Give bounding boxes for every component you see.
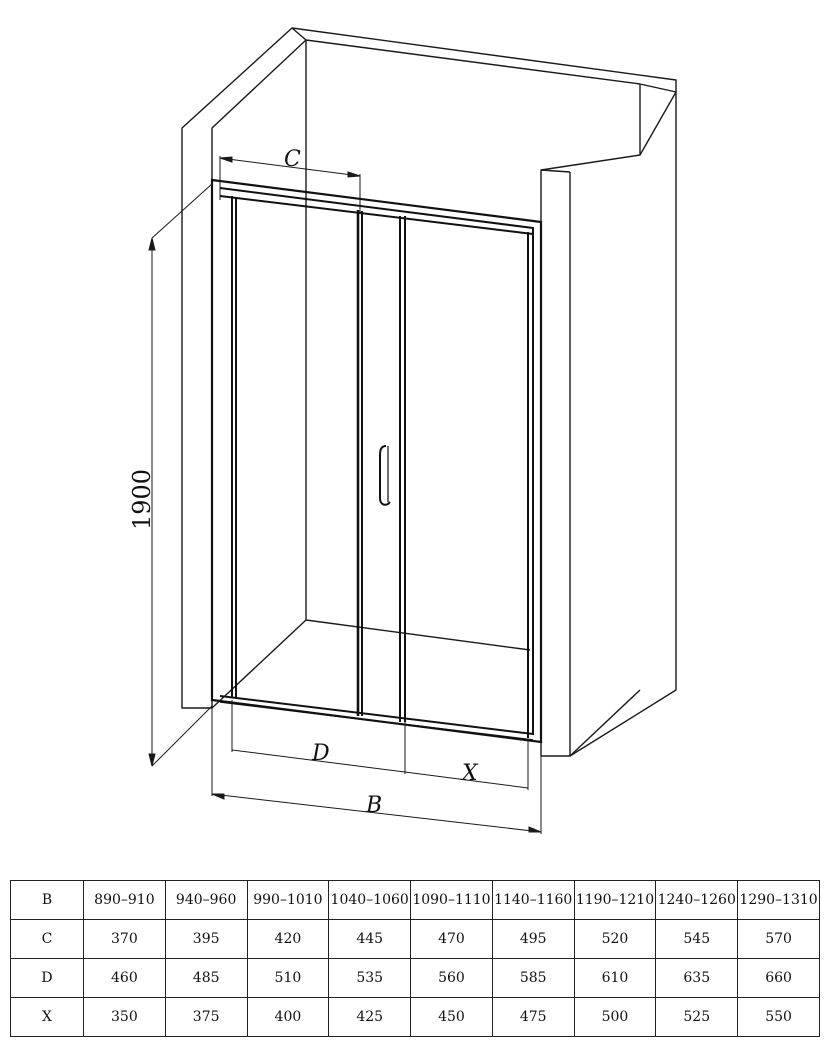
table-cell: 510 — [247, 959, 329, 998]
left-wall — [182, 28, 306, 708]
table-cell: 535 — [329, 959, 411, 998]
table-row — [11, 959, 820, 998]
label-b: B — [366, 793, 383, 818]
door-frame — [212, 180, 541, 742]
table-cell: 940–960 — [165, 881, 247, 920]
row-label: B — [11, 881, 84, 920]
table-row — [11, 998, 820, 1037]
table-cell: 525 — [656, 998, 738, 1037]
table-cell: 420 — [247, 920, 329, 959]
table-cell: 635 — [656, 959, 738, 998]
table-cell: 1090–1110 — [411, 881, 493, 920]
table-cell: 475 — [492, 998, 574, 1037]
table-cell: 1190–1210 — [574, 881, 656, 920]
back-wall-inner-top — [306, 40, 640, 84]
table-row — [11, 920, 820, 959]
table-cell: 660 — [738, 959, 820, 998]
table-cell: 450 — [411, 998, 493, 1037]
row-label: D — [11, 959, 84, 998]
row-label: X — [11, 998, 84, 1037]
table-cell: 370 — [84, 920, 166, 959]
label-height: 1900 — [128, 468, 156, 530]
table-cell: 460 — [84, 959, 166, 998]
table-cell: 485 — [165, 959, 247, 998]
table-cell: 1040–1060 — [329, 881, 411, 920]
table-cell: 890–910 — [84, 881, 166, 920]
table-cell: 990–1010 — [247, 881, 329, 920]
table-cell: 550 — [738, 998, 820, 1037]
label-c: C — [284, 147, 301, 172]
floor-line — [306, 620, 530, 650]
table-cell: 585 — [492, 959, 574, 998]
label-d: D — [312, 741, 330, 766]
right-wall — [541, 92, 676, 756]
table-cell: 610 — [574, 959, 656, 998]
table-cell: 520 — [574, 920, 656, 959]
table-cell: 570 — [738, 920, 820, 959]
table-cell: 545 — [656, 920, 738, 959]
table-cell: 470 — [411, 920, 493, 959]
table-cell: 495 — [492, 920, 574, 959]
table-cell: 1240–1260 — [656, 881, 738, 920]
back-wall-top — [292, 28, 676, 92]
table-cell: 560 — [411, 959, 493, 998]
table-cell: 395 — [165, 920, 247, 959]
size-table — [10, 880, 820, 1037]
table-cell: 500 — [574, 998, 656, 1037]
table-cell: 350 — [84, 998, 166, 1037]
row-label: C — [11, 920, 84, 959]
table-cell: 400 — [247, 998, 329, 1037]
table-cell: 1290–1310 — [738, 881, 820, 920]
table-row — [11, 881, 820, 920]
table-cell: 445 — [329, 920, 411, 959]
table-cell: 425 — [329, 998, 411, 1037]
label-x: X — [462, 761, 478, 786]
table-cell: 375 — [165, 998, 247, 1037]
table-cell: 1140–1160 — [492, 881, 574, 920]
